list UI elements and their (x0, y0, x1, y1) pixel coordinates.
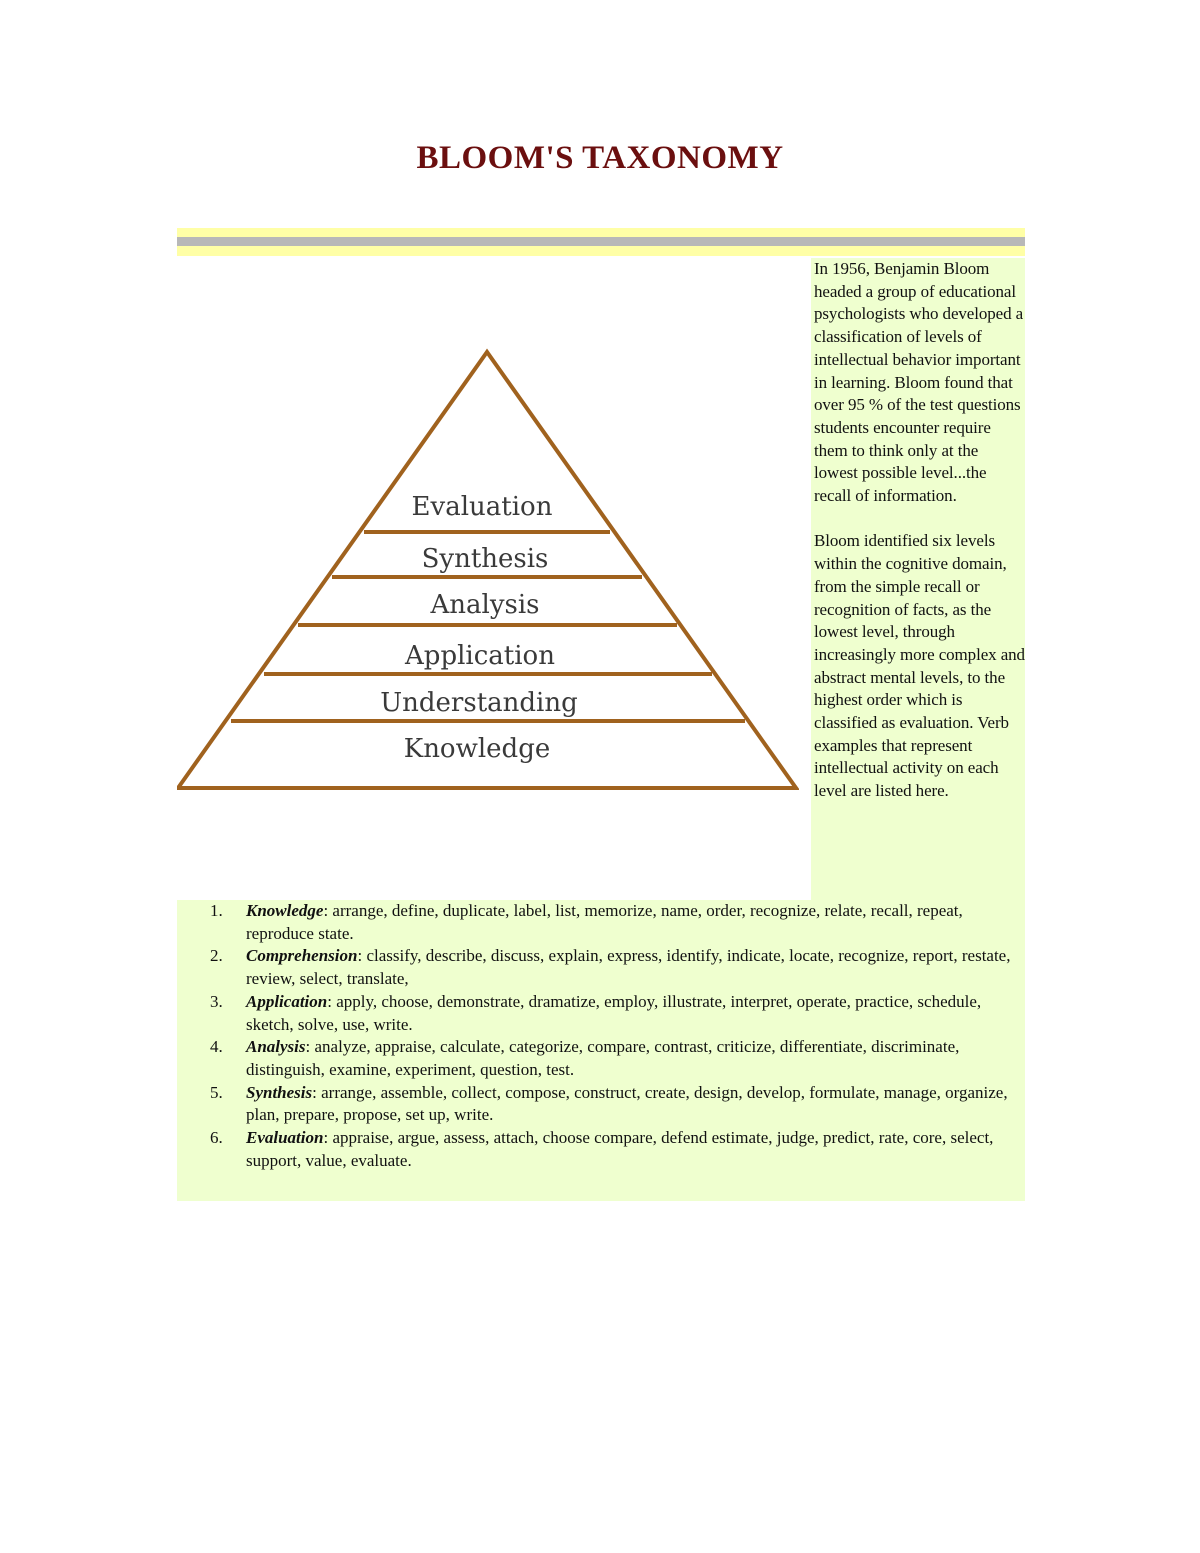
pyramid-level-knowledge: Knowledge (403, 734, 551, 764)
list-item (177, 1082, 1025, 1127)
list-item-verbs: : classify, describe, discuss, explain, express, identify, indicate, locate, recognize, report, restate, review, select, translate, (246, 946, 1011, 989)
list-item-number: 3. (210, 991, 223, 1011)
list-item-term: Knowledge (246, 901, 324, 920)
header-gray-rule (177, 237, 1025, 246)
list-item-number: 2. (210, 946, 223, 966)
list-item (177, 945, 1025, 990)
intro-paragraph-1: In 1956, Benjamin Bloom headed a group of educational psychologists who developed a classification of levels of intellectual behavior important in learning. Bloom found that over 95 % of the test questions students encounter require them to think only at the lowest possible level...the recall of information. (814, 259, 1024, 506)
pyramid-diagram (177, 345, 799, 797)
list-item-term: Comprehension (246, 946, 358, 966)
list-item-verbs: : apply, choose, demonstrate, dramatize, employ, illustrate, interpret, operate, practice, schedule, sketch, solve, use, write. (246, 991, 982, 1034)
list-item-verbs: : arrange, assemble, collect, compose, construct, create, design, develop, formulate, manage, organize, plan, prepare, propose, set up, write. (246, 1082, 1008, 1125)
list-item-number: 1. (210, 901, 223, 920)
list-item (177, 991, 1025, 1036)
list-item-term: Evaluation (246, 1128, 324, 1148)
list-item (177, 1036, 1025, 1081)
verb-examples-panel (177, 900, 1025, 1201)
list-item-number: 5. (210, 1082, 223, 1102)
list-item-number: 4. (210, 1037, 223, 1057)
list-item-term: Synthesis (246, 1082, 313, 1102)
pyramid-level-synthesis: Synthesis (421, 544, 549, 574)
pyramid-level-analysis: Analysis (430, 590, 540, 620)
list-item-term: Analysis (246, 1037, 306, 1057)
list-item-verbs: : arrange, define, duplicate, label, list, memorize, name, order, recognize, relate, recall, repeat, reproduce state. (246, 901, 963, 943)
pyramid-level-application: Application (405, 641, 555, 671)
intro-panel (811, 258, 1025, 900)
list-item (177, 1127, 1025, 1172)
header-band (177, 228, 1025, 256)
page-title: BLOOM'S TAXONOMY (416, 140, 784, 176)
intro-paragraph-2: Bloom identified six levels within the cognitive domain, from the simple recall or recognition of facts, as the lowest level, through increasingly more complex and abstract mental levels, to the highest order which is classified as evaluation. Verb examples that represent intellectual activity on each level are listed here. (814, 531, 1025, 801)
list-item-term: Application (246, 991, 328, 1011)
list-item-number: 6. (210, 1128, 223, 1148)
pyramid-level-evaluation: Evaluation (411, 492, 553, 522)
pyramid-level-understanding: Understanding (380, 688, 578, 718)
list-item (177, 900, 1025, 945)
list-item-verbs: : appraise, argue, assess, attach, choose compare, defend estimate, judge, predict, rate, core, select, support, value, evaluate. (246, 1128, 994, 1170)
list-item-verbs: : analyze, appraise, calculate, categorize, compare, contrast, criticize, differentiate, discriminate, distinguish, examine, experiment, question, test. (246, 1037, 960, 1079)
verb-examples-list (177, 900, 1025, 1172)
